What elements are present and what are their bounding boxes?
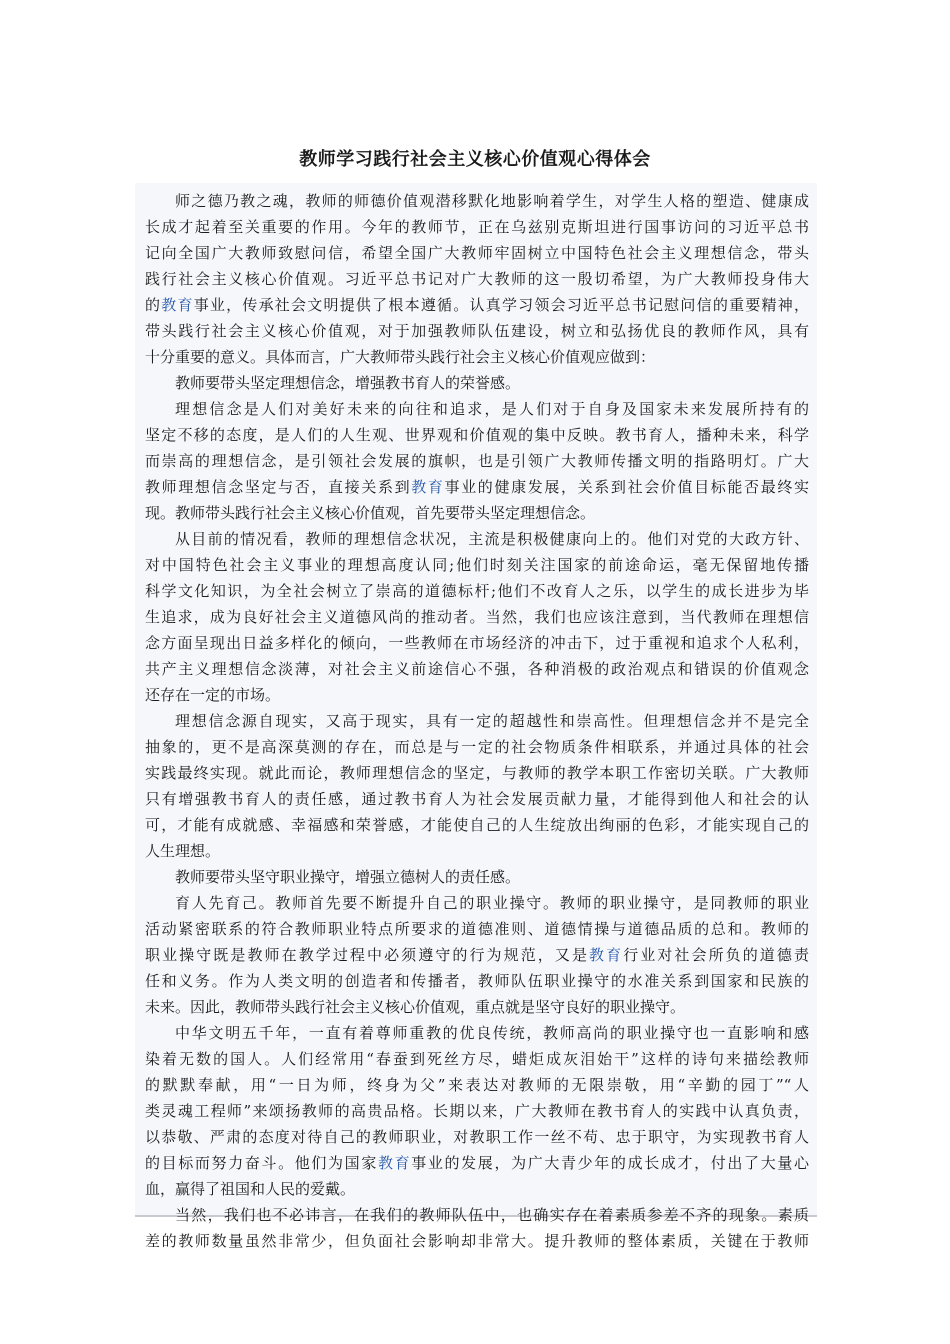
text-line: 师之德乃教之魂，教师的师德价值观潜移默化地影响着学生，对学生人格的塑造、健康成 [175,192,809,210]
text-line: 任和义务。作为人类文明的创造者和传播者，教师队伍职业操守的水准关系到国家和民族的 [145,972,809,990]
text-line: 活动紧密联系的符合教师职业特点所要求的道德准则、道德情操与道德品质的总和。教师的 [145,920,809,938]
text-line: 实践最终实现。就此而论，教师理想信念的坚定，与教师的教学本职工作密切关联。广大教师 [145,764,809,782]
text-line: 理想信念是人们对美好未来的向往和追求，是人们对于自身及国家未来发展所持有的 [175,400,809,418]
text-line: 坚定不移的态度，是人们的人生观、世界观和价值观的集中反映。教书育人，播种未来，科学 [145,426,809,444]
text-line: 教师要带头坚定理想信念，增强教书育人的荣誉感。 [175,374,521,392]
education-link[interactable]: 教育 [377,1154,412,1172]
text-line: 从目前的情况看，教师的理想信念状况，主流是积极健康向上的。他们对党的大政方针、 [175,530,809,548]
text-line: 念方面呈现出日益多样化的倾向，一些教师在市场经济的冲击下，过于重视和追求个人私利， [145,634,809,652]
text-line: 抽象的，更不是高深莫测的存在，而总是与一定的社会物质条件相联系，并通过具体的社会 [145,738,809,756]
education-link[interactable]: 教育 [411,478,445,496]
text-line: 教师理想信念坚定与否，直接关系到教育事业的健康发展，关系到社会价值目标能否最终实 [145,478,809,496]
text-line: 还存在一定的市场。 [145,686,281,704]
text-line: 共产主义理想信念淡薄，对社会主义前途信心不强，各种消极的政治观点和错误的价值观念 [145,660,809,678]
text-line: 对中国特色社会主义事业的理想高度认同;他们时刻关注国家的前途命运，毫无保留地传播 [145,556,809,574]
text-line: 践行社会主义核心价值观。习近平总书记对广大教师的这一殷切希望，为广大教师投身伟大 [145,270,809,288]
text-line: 只有增强教书育人的责任感，通过教书育人为社会发展贡献力量，才能得到他人和社会的认 [145,790,809,808]
text-line: 职业操守既是教师在教学过程中必须遵守的行为规范，又是教育行业对社会所负的道德责 [145,946,809,964]
text-line: 带头践行社会主义核心价值观，对于加强教师队伍建设，树立和弘扬优良的教师作风，具有 [145,322,809,340]
text-line: 中华文明五千年，一直有着尊师重教的优良传统，教师高尚的职业操守也一直影响和感 [175,1024,809,1042]
text-line: 科学文化知识，为全社会树立了崇高的道德标杆;他们不改育人之乐，以学生的成长进步为毕 [145,582,809,600]
text-line: 未来。因此，教师带头践行社会主义核心价值观，重点就是坚守良好的职业操守。 [145,998,686,1016]
text-line: 理想信念源自现实，又高于现实，具有一定的超越性和崇高性。但理想信念并不是完全 [175,712,809,730]
text-line: 育人先育己。教师首先要不断提升自己的职业操守。教师的职业操守，是同教师的职业 [175,894,809,912]
text-line: 的默默奉献，用“一日为师，终身为父”来表达对教师的无限崇敬，用“辛勤的园丁”“人 [145,1076,809,1094]
text-line: 十分重要的意义。具体而言，广大教师带头践行社会主义核心价值观应做到： [145,348,656,366]
text-line: 的教育事业，传承社会文明提供了根本遵循。认真学习领会习近平总书记慰问信的重要精神， [145,296,809,314]
text-line: 现。教师带头践行社会主义核心价值观，首先要带头坚定理想信念。 [145,504,596,522]
education-link[interactable]: 教育 [161,296,194,314]
text-line: 记向全国广大教师致慰问信，希望全国广大教师牢固树立中国特色社会主义理想信念，带头 [145,244,809,262]
text-line: 教师要带头坚守职业操守，增强立德树人的责任感。 [175,868,521,886]
text-line: 生追求，成为良好社会主义道德风尚的推动者。当然，我们也应该注意到，当代教师在理想信 [145,608,809,626]
text-line: 染着无数的国人。人们经常用“春蚕到死丝方尽，蜡炬成灰泪始干”这样的诗句来描绘教师 [145,1050,809,1068]
text-line: 当然，我们也不必讳言，在我们的教师队伍中，也确实存在着素质参差不齐的现象。素质 [175,1206,809,1224]
text-line: 的目标而努力奋斗。他们为国家教育事业的发展，为广大青少年的成长成才，付出了大量心 [145,1154,809,1172]
text-line: 血，赢得了祖国和人民的爱戴。 [145,1180,356,1198]
text-line: 长成才起着至关重要的作用。今年的教师节，正在乌兹别克斯坦进行国事访问的习近平总书 [145,218,809,236]
text-line: 而崇高的理想信念，是引领社会发展的旗帜，也是引领广大教师传播文明的指路明灯。广大 [145,452,809,470]
document-title: 教师学习践行社会主义核心价值观心得体会 [299,149,651,170]
text-line: 差的教师数量虽然非常少，但负面社会影响却非常大。提升教师的整体素质，关键在于教师 [145,1232,809,1250]
text-line: 类灵魂工程师”来颂扬教师的高贵品格。长期以来，广大教师在教书育人的实践中认真负责， [145,1102,809,1120]
text-line: 可，才能有成就感、幸福感和荣誉感，才能使自己的人生绽放出绚丽的色彩，才能实现自己的 [145,816,809,834]
text-line: 以恭敬、严肃的态度对待自己的教师职业，对教职工作一丝不苟、忠于职守，为实现教书育人 [145,1128,809,1146]
text-line: 人生理想。 [145,842,221,860]
education-link[interactable]: 教育 [589,946,624,964]
document-body [135,183,817,1250]
